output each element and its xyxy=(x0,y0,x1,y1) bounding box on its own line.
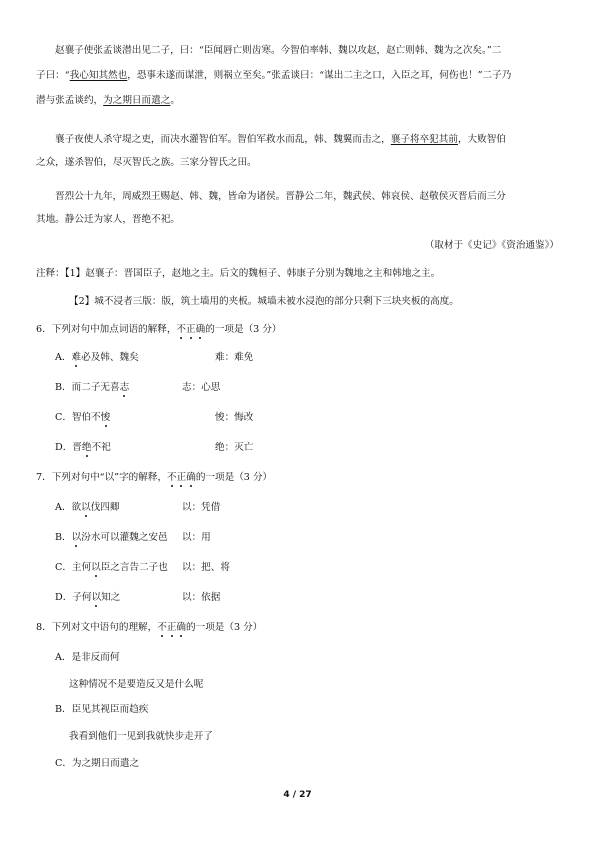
underlined-phrase-1: 我心知其然也 xyxy=(69,70,128,81)
q7-stem xyxy=(36,472,272,484)
p1-line3 xyxy=(36,95,180,107)
p1-line1: 赵襄子使张孟谈潜出见二子，曰：“臣闻唇亡则齿寒。今智伯率韩、魏以攻赵，赵亡则韩、魏为之次矣。”二 xyxy=(55,45,502,56)
q6-option-b xyxy=(55,382,129,394)
q7-a-prefix: A．欲 xyxy=(55,502,82,513)
p1-line3-b: 。 xyxy=(170,95,180,106)
source-citation: （取材于《史记》《资治通鉴》） xyxy=(424,240,559,251)
q8-emphasis-bu: 不 xyxy=(157,622,167,633)
q7-b-prefix: B． xyxy=(55,532,72,543)
q6-d-dotted: 绝 xyxy=(81,442,92,453)
q6-option-c-explanation: 悛：悔改 xyxy=(215,412,254,423)
q8-option-b-translation: 我看到他们一见到我就快步走开了 xyxy=(69,731,213,742)
p3-line1: 晋烈公十九年，周威烈王赐赵、韩、魏，皆命为诸侯。晋静公二年，魏武侯、韩哀侯、赵敬侯灭晋后而三分 xyxy=(55,191,506,202)
p1-line2 xyxy=(36,70,511,82)
q8-stem-a: 8．下列对文中语句的理解， xyxy=(36,622,158,633)
q7-option-a xyxy=(55,502,120,514)
p2-line1-b: ，大败智伯 xyxy=(457,134,506,145)
page-number: 4 / 27 xyxy=(283,790,312,800)
q7-option-d-explanation: 以：依据 xyxy=(182,592,221,603)
q7-option-b xyxy=(55,532,168,544)
q6-stem-b: 的一项是（3 分） xyxy=(205,324,282,335)
q6-emphasis-que: 确 xyxy=(195,324,206,335)
p2-line1 xyxy=(55,134,506,146)
q6-option-a-explanation: 难：难免 xyxy=(215,352,254,363)
q6-option-a xyxy=(55,352,139,364)
q7-stem-b: 的一项是（3 分） xyxy=(195,472,273,483)
note-1: 注释：【1】赵襄子：晋国臣子，赵地之主。后文的魏桓子、韩康子分别为魏地之主和韩地之主。 xyxy=(36,268,441,279)
q6-c-dotted: 悛 xyxy=(100,412,111,423)
q7-d-dotted: 以 xyxy=(91,592,102,603)
q7-c-dotted: 以 xyxy=(91,562,101,573)
q6-b-dotted: 志 xyxy=(119,382,130,393)
q8-option-c: C．为之期日而遣之 xyxy=(55,758,140,769)
q7-a-dotted: 以 xyxy=(81,502,91,513)
q6-b-prefix: B．而二子无喜 xyxy=(55,382,120,393)
q6-stem-a: 6．下列对句中加点词语的解释， xyxy=(36,324,177,335)
q6-stem xyxy=(36,324,282,336)
q7-emphasis-zheng: 正 xyxy=(176,472,187,483)
q7-b-dotted: 以 xyxy=(71,532,82,543)
q6-c-prefix: C．智伯不 xyxy=(55,412,101,423)
q7-b-rest: 汾水可以灌魏之安邑 xyxy=(81,532,168,543)
q6-emphasis-zheng: 正 xyxy=(186,324,196,335)
q6-option-d-explanation: 绝：灭亡 xyxy=(215,442,254,453)
q6-d-rest: 不祀 xyxy=(91,442,111,453)
q7-stem-a: 7．下列对句中“以”字的解释， xyxy=(36,472,168,483)
q6-emphasis-bu: 不 xyxy=(176,324,187,335)
p2-line1-a: 襄子夜使人杀守堤之吏，而决水灌智伯军。智伯军救水而乱，韩、魏翼而击之， xyxy=(55,134,391,145)
q8-emphasis-que: 确 xyxy=(176,622,187,633)
underlined-phrase-2: 为之期日而遣之 xyxy=(103,95,171,106)
note-2: 【2】城不浸者三版：版，筑土墙用的夹板。城墙未被水浸泡的部分只剩下三块夹板的高度。 xyxy=(69,296,459,307)
q8-stem-b: 的一项是（3 分） xyxy=(186,622,263,633)
q8-option-b: B．臣见其视臣而趋疾 xyxy=(55,704,149,715)
p3-line2: 其地。静公迁为家人，晋绝不祀。 xyxy=(36,214,180,225)
q7-emphasis-bu: 不 xyxy=(167,472,177,483)
q7-option-b-explanation: 以：用 xyxy=(182,532,211,543)
q7-c-rest: 臣之言告二子也 xyxy=(100,562,168,573)
q6-a-dotted: 难 xyxy=(71,352,82,363)
q8-option-a-translation: 这种情况不是要造反又是什么呢 xyxy=(69,679,204,690)
q7-a-rest: 伐四卿 xyxy=(90,502,120,513)
q7-c-prefix: C．主何 xyxy=(55,562,92,573)
q7-option-d xyxy=(55,592,120,604)
q7-emphasis-que: 确 xyxy=(186,472,196,483)
p1-line2-a: 子曰：“ xyxy=(36,70,70,81)
p1-line3-a: 潜与张孟谈约， xyxy=(36,95,104,106)
q8-stem xyxy=(36,622,262,634)
q6-a-prefix: A． xyxy=(55,352,72,363)
q7-d-prefix: D．子何 xyxy=(55,592,92,603)
q8-emphasis-zheng: 正 xyxy=(166,622,177,633)
q7-d-rest: 知之 xyxy=(101,592,121,603)
q7-option-a-explanation: 以：凭借 xyxy=(182,502,221,513)
p2-line2: 之众，遂杀智伯，尽灭智氏之族。三家分智氏之田。 xyxy=(36,157,257,168)
q6-option-c xyxy=(55,412,110,424)
q6-option-d xyxy=(55,442,111,454)
q7-option-c xyxy=(55,562,168,574)
q6-a-rest: 必及韩、魏矣 xyxy=(81,352,139,363)
q8-option-a: A．是非反而何 xyxy=(55,652,120,663)
q7-option-c-explanation: 以：把、将 xyxy=(182,562,230,573)
p1-line2-b: ，恐事未遂而谋泄，则祸立至矣。”张孟谈曰：“谋出二主之口，入臣之耳，何伤也！”二子乃 xyxy=(127,70,512,81)
q6-option-b-explanation: 志：心思 xyxy=(182,382,221,393)
q6-d-prefix: D．晋 xyxy=(55,442,82,453)
underlined-phrase-3: 襄子将卒犯其前 xyxy=(390,134,458,145)
